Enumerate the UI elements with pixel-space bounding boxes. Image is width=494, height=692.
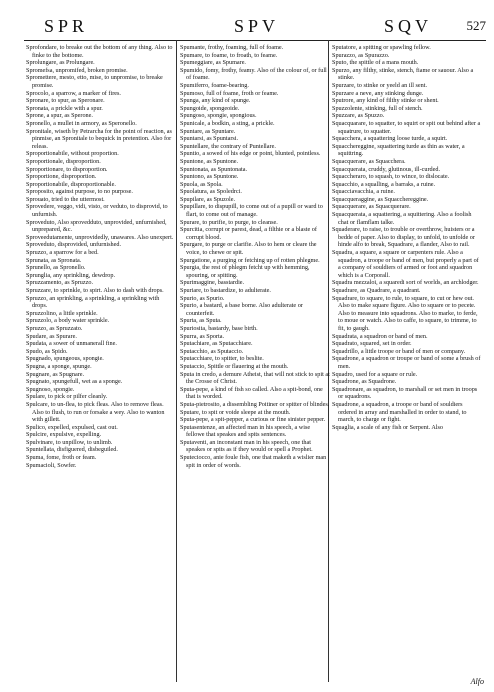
dictionary-entry: Spurazzo, as Spurazzo.: [332, 51, 390, 59]
page-header: [24, 16, 486, 38]
dictionary-entry: Spromefsa, unpromifed, broken promise.: [26, 66, 128, 74]
dictionary-entry: Spurgatione, a purging or fetching up of rotten phlegme.: [180, 256, 320, 264]
dictionary-entry: Spunicale, a bodkin, a sting, a prickle.: [180, 119, 275, 127]
dictionary-entry: Spugnare, as Spugnare.: [26, 370, 85, 378]
dictionary-entry: Spumeggiare, as Spumare.: [180, 59, 246, 67]
dictionary-entry: Spuriare, to bastardize, to adulterate.: [180, 287, 271, 294]
dictionary-entry: Spruzzamento, as Spruzzo.: [26, 279, 94, 287]
dictionary-entry: Spuntellata, disfiguered, disbeguiled.: [26, 446, 118, 454]
dictionary-entry: Sputa-pietrosito, a dissembling Poitiner or spitter of blindes.: [180, 400, 330, 408]
dictionary-entry: Sputasentenze, an affected man in his speech, a wise fellowe that speakes and spits sentences.: [180, 423, 311, 439]
dictionary-entry: Squadrata, a squadron or band of men.: [332, 332, 428, 340]
dictionary-entry: Squaderare, to raise, to trouble or overthrow, huisters or a bedde of paper. Also to display, to unfold, to unfolde or hinde alfo to break, Squadrare, a flander, Also to rail.: [332, 226, 475, 249]
dictionary-entry: Squacquerata, a squattering, a squittering. Also a foolish chat or flamflam talke.: [332, 211, 472, 226]
dictionary-entry: Spruzzolo, a body water sprinkle.: [26, 317, 110, 325]
dictionary-entry: Sproveedutamente, unprovidedly, unawares. Also unexpert.: [26, 233, 174, 241]
dictionary-entry: Spuntono, as Spuntone.: [180, 173, 239, 181]
dictionary-entry: Spumante, frothy, foaming, full of foame.: [180, 44, 284, 51]
dictionary-entry: Spurcitia, corrupt or parest, dead, a filthie or a blaste of corrupt blood.: [180, 226, 317, 241]
dictionary-entry: Sprone, a spur, as Sperone.: [26, 112, 93, 120]
dictionary-entry: Spugnato, spungefull, wet as a sponge.: [26, 378, 123, 386]
dictionary-entry: Spurare, to purifie, to purge, to cleanse.: [180, 218, 278, 226]
dictionary-entry: Spurio, a bastard, a base borne. Also adulterate or counterfeit.: [180, 302, 303, 317]
dictionary-entry: Spulcire, expulsive, expelling.: [26, 431, 102, 439]
dictionary-entry: Sputaventi, an inconstant man in his speech, one that speakes or spits as if they would or spell a Prophet.: [180, 438, 313, 454]
header-rule: [24, 40, 486, 41]
column-left: [26, 44, 176, 680]
dictionary-entry: Sproveduto, disprovided, unfurnished.: [26, 241, 122, 249]
dictionary-entry: Squadra, a square, a square or carpenters rule. Also a squadron, a troope or band of men, but properly a part of a company of souldiers of armed or foot and squadron which is a Corporall.: [332, 249, 479, 279]
dictionary-entry: Spudare, as Spurare.: [26, 332, 77, 340]
dictionary-entry: Sprovedere, veggo, vidi, visto, or veduto, to disprovid, to unfurnish.: [26, 203, 168, 219]
catchword: Alfo: [470, 677, 484, 686]
dictionary-entry: Squadrone, as Squadrone.: [332, 378, 397, 386]
dictionary-entry: Spruzzo, as Spruzzato.: [26, 324, 83, 332]
dictionary-entry: Sputacchio, as Sputaccio.: [180, 347, 244, 355]
dictionary-entry: Sproportionale, disproportion.: [26, 157, 101, 165]
dictionary-entry: Spuntonata, as Spuntonata.: [180, 165, 248, 173]
dictionary-entry: Squadrato, squared, set in order.: [332, 340, 412, 348]
dictionary-entry: Squacchera, a squattering loose turde, a squirt.: [332, 135, 448, 143]
dictionary-entry: Sprunello, as Spronello.: [26, 264, 86, 272]
dictionary-entry: Spumiferro, foame-bearing.: [180, 81, 249, 89]
dictionary-entry: Squadronare, as squadron, to marshall or set men in troops or squadrons.: [332, 385, 478, 401]
dictionary-entry: Spungoide, spongeoide.: [180, 104, 240, 112]
dictionary-entry: Sprocolo, a sparrow, a marker of fires.: [26, 89, 121, 97]
dictionary-entry: Spuzzolente, stinking, full of stench.: [332, 104, 423, 112]
dictionary-entry: Spruzzare, to sprinkle, to spirt. Also to dash with drops.: [26, 287, 164, 294]
dictionary-entry: Spuntarsi, as Spuntarsi.: [180, 135, 239, 143]
dictionary-entry: Spruzzo, an sprinkling, a sprinkling, a sprinkling with drops.: [26, 294, 160, 310]
dictionary-entry: Sputa in credo, a demure Atheist, that will not stick to spit at the Crosse of Christ.: [180, 370, 330, 386]
dictionary-entry: Sputaccio, Spittle or flauering at the mouth.: [180, 362, 289, 370]
dictionary-entry: Squacciavacchia, a ruine.: [332, 188, 395, 196]
dictionary-entry: Spurta, as Sputa.: [180, 317, 222, 325]
column-divider: [176, 40, 177, 682]
dictionary-entry: Sproveduto, Also sprovedduto, unprovided, unfurnished, unprepared, &c.: [26, 218, 167, 234]
dictionary-entry: Squacqueraggine, as Squacchereggine.: [332, 195, 429, 203]
dictionary-entry: Spuntone, as Spuntone.: [180, 157, 239, 165]
dictionary-entry: Spurzare, to stinke or yeeld an ill sent.: [332, 81, 428, 89]
dictionary-entry: Squacchereggine, squattering turde as thin as water, a squittring.: [332, 142, 465, 158]
dictionary-entry: Spupillare, to dispupill, to come out of a pupill or ward to flart, to come out of manage.: [180, 203, 323, 219]
dictionary-entry: Sputo, the spittle of a mans mouth.: [332, 59, 419, 67]
dictionary-entry: Spurzare a neve, any stinking dunge.: [332, 89, 424, 97]
dictionary-entry: Spuolatura, as Spoledrci.: [180, 188, 242, 196]
dictionary-entry: Squadrillo, a little troope or band of men or company.: [332, 347, 466, 355]
dictionary-entry: Spugnoso, spongie.: [26, 385, 75, 393]
page-number: 527: [466, 18, 486, 33]
dictionary-entry: Spurra, as Sporta.: [180, 332, 224, 340]
dictionary-entry: Sprofondare, to breake out the bottom of any thing. Also to finke to the bottome.: [26, 44, 173, 59]
dictionary-entry: Sprunata, as Spronata.: [26, 256, 82, 264]
header-left-guide: SPR: [44, 16, 89, 36]
dictionary-entry: Spurio, as Spurio.: [180, 294, 225, 302]
dictionary-entry: Squacchio, a squalling, a barraks, a ruine.: [332, 180, 436, 188]
dictionary-entry: Squacquerare, as Squacchera.: [332, 157, 406, 165]
dictionary-entry: Spumacioli, Sowfer.: [26, 461, 77, 469]
dictionary-entry: Sputrore, any kind of filthy stinke or shent.: [332, 97, 439, 105]
column-right: [332, 44, 482, 680]
dictionary-entry: Sputachiare, as Sputacchiare.: [180, 340, 253, 348]
dictionary-entry: Sputa-pepe, a spit-pepper, a curious or fine sinister pepper.: [180, 416, 326, 424]
dictionary-entry: Squadrone, a squadron or troupe or band of some a brush of men.: [332, 355, 481, 370]
dictionary-entry: Spuzzare, as Spuzzo.: [332, 112, 385, 120]
dictionary-entry: Squaccheraro, to squash, to wince, to dislocate.: [332, 173, 450, 181]
dictionary-entry: Spudo, as Spido.: [26, 347, 68, 355]
dictionary-entry: Squadra mezzaloi, a squaredi sort of worlds, an archlodger.: [332, 279, 479, 287]
dictionary-entry: Spuola, as Spola.: [180, 180, 223, 188]
dictionary-entry: Sputeciocco, anie foule fish, one that maketh a wislier man spit in order of words.: [180, 454, 327, 469]
dictionary-entry: Spruzzolino, a little sprinkle.: [26, 309, 98, 317]
dictionary-entry: Spumoso, full of foame, froth or feame.: [180, 89, 279, 97]
dictionary-entry: Spuntare, as Spuntare.: [180, 127, 236, 135]
dictionary-entry: Spuntellare, the contrary of Puntellare.: [180, 142, 276, 150]
dictionary-entry: Spurgia, the rest of phlegm fetcht up with hemming, spouring, or spitting.: [180, 264, 310, 279]
dictionary-entry: Squacquarare, to squatter, to squirt or spit out behind after a squatrure, to squatter.: [332, 119, 481, 135]
dictionary-entry: Spumido, fomy, frothy, feamy. Also of the colour of, or full of foame.: [180, 66, 327, 82]
dictionary-entry: Squaglia, a scale of any fish or Serpent. Also: [332, 423, 444, 431]
dictionary-entry: Sproportione, disproportion.: [26, 173, 97, 181]
dictionary-entry: Sproportionabile, without proportion.: [26, 150, 119, 158]
dictionary-entry: Spudata, a sower of unmanerall fine.: [26, 340, 117, 348]
dictionary-entry: Squadrone, a squadron, a troope or band of souldiers ordered in array and marshalled in order to stand, to march, to charge or fight.: [332, 400, 467, 424]
dictionary-entry: Sprouato, tried to the uttermost.: [26, 195, 105, 203]
dictionary-entry: Spumare, to foame, to froath, to feame.: [180, 51, 278, 59]
dictionary-entry: Squadro, used for a square or rule.: [332, 370, 418, 378]
dictionary-entry: Squacquerare, as Squacquerare.: [332, 203, 411, 211]
dictionary-entry: Squacquerata, cruddy, glutinous, ill-curded.: [332, 165, 441, 173]
dictionary-entry: Spugna, a sponge, spunge.: [26, 362, 92, 370]
dictionary-entry: Spruzzo, a sparrow for a bed.: [26, 249, 99, 257]
dictionary-entry: Sproportionabile, disproportionable.: [26, 180, 116, 188]
dictionary-entry: Spronitale, wiseth by Petrarcha for the point of reaction, as pinmise, an Spronitale to bequick in pretention. Also for releas.: [26, 127, 172, 150]
dictionary-entry: Spronare, to spur, as Speronare.: [26, 97, 105, 105]
dictionary-entry: Spronata, a prickle with a spur.: [26, 104, 103, 112]
dictionary-entry: Sprunglia, any sprinkling, dewdrop.: [26, 271, 116, 279]
column-middle: [180, 44, 330, 680]
dictionary-entry: Spromettere, mesto, etto, mise, to unpromise, to breake promise.: [26, 74, 163, 89]
dictionary-entry: Spunga, any kind of spunge.: [180, 97, 251, 105]
dictionary-entry: Spronello, a mullet in armory, as Speronello.: [26, 119, 137, 127]
header-middle-guide: SPV: [234, 16, 280, 36]
dictionary-entry: Spulico, expelled, expulsed, cast out.: [26, 423, 118, 431]
dictionary-entry: Spulcare, to un-flea, to pick fleas. Also to remove fleas. Also to flush, to run or forsake a wey. Also to wanton with gillett.: [26, 400, 165, 424]
dictionary-entry: Sputare, to spit or voide sleepe at the mouth.: [180, 408, 291, 416]
dictionary-entry: Sproportionare, to disproportion.: [26, 165, 108, 173]
dictionary-entry: Spungoso, spongie, spongious.: [180, 112, 257, 120]
dictionary-entry: Sprolungare, as Prolungare.: [26, 59, 95, 67]
dictionary-entry: Squadrare, to square, to rule, to square, to cut or hew out. Also to make square figure. Also to square or to pecete. Also to measure into squadrons. Also to marke, to ferde, to moue or watch. Also to caffe, to square, to trimme, to fit, to gaugh.: [332, 294, 478, 332]
dictionary-entry: Spuntio, a sowed of his edge or point, blunted, pointless.: [180, 150, 321, 158]
dictionary-entry: Sputa-pepe, a kind of fish so called. Also a spit-bond, one that is worded.: [180, 385, 323, 401]
dictionary-entry: Spurgare, to purge or clarifie. Also to hem or cleare the voice, to chewe or spit.: [180, 241, 317, 257]
dictionary-entry: Spuriosita, bastardy, base birth.: [180, 324, 258, 332]
dictionary-entry: Spurimaggine, basstardie.: [180, 279, 245, 287]
header-right-guide: SQV: [384, 16, 433, 36]
dictionary-entry: Squadrare, as Quadrare, a quadrant.: [332, 287, 421, 294]
dictionary-entry: Spulvinare, to unpillow, to unlimb.: [26, 438, 113, 446]
dictionary-entry: Spurzo, any filthy, stinke, stench, fiame or sauour. Also a stinke.: [332, 66, 474, 82]
dictionary-entry: Sproposito, against purpose, to no purpose.: [26, 188, 133, 196]
dictionary-entry: Spulare, to pick or pilfer cleanly.: [26, 393, 108, 401]
dictionary-entry: Sputatore, a spitting or spawling fellow.: [332, 44, 431, 51]
dictionary-entry: Sputacchiare, to spitter, to beslite.: [180, 355, 264, 363]
dictionary-entry: Spupilare, as Spuzole.: [180, 195, 235, 203]
dictionary-entry: Spuma, fome, froth or feam.: [26, 454, 97, 462]
dictionary-entry: Spugnado, spungeous, spongie.: [26, 355, 104, 363]
